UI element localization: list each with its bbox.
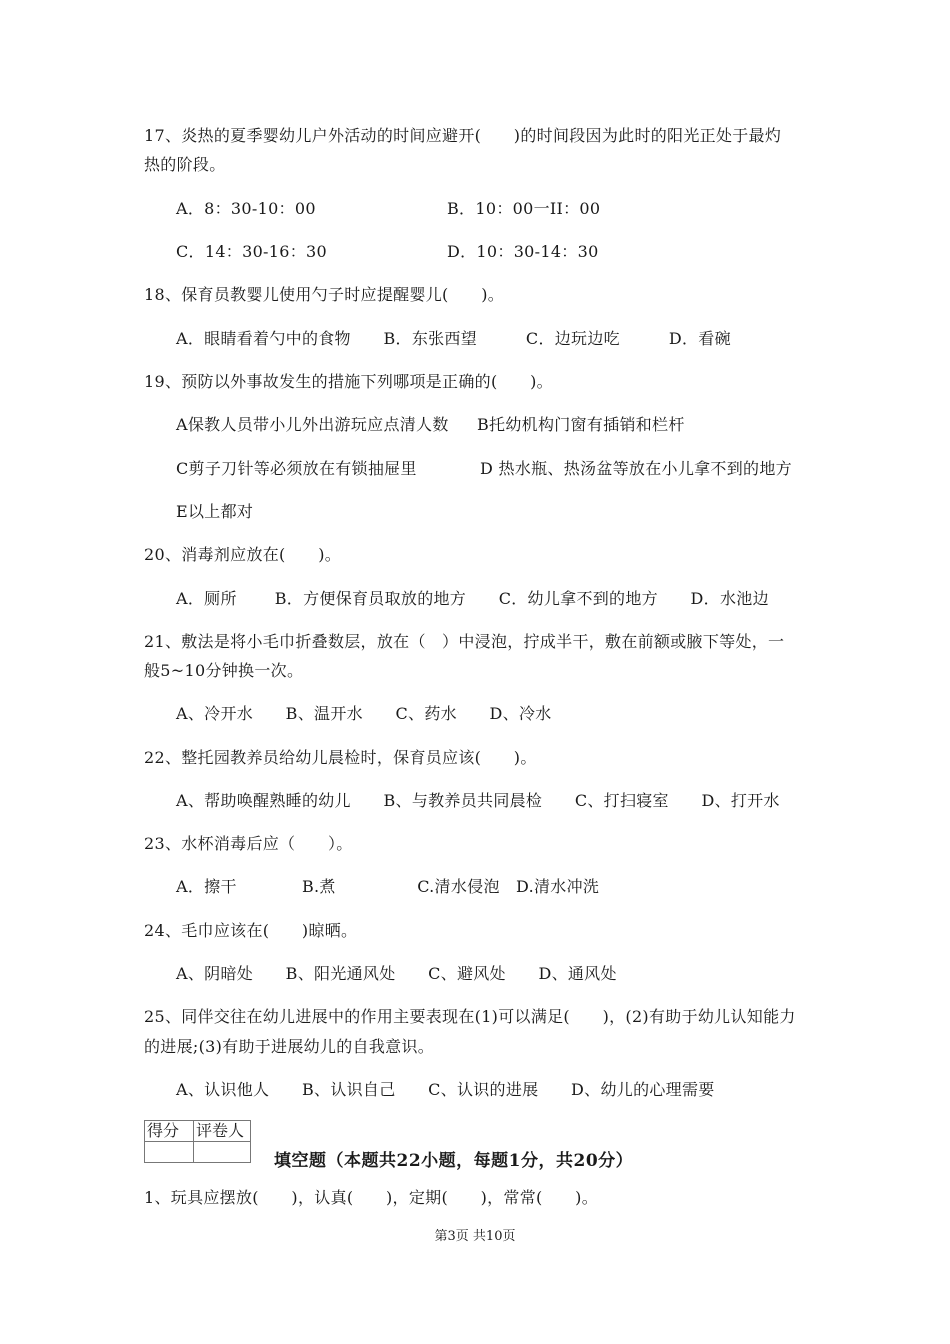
q25-stem-line2: 的进展;(3)有助于进展幼儿的自我意识。 (144, 1037, 435, 1056)
q17-stem-line1: 17、炎热的夏季婴幼儿户外活动的时间应避开( )的时间段因为此时的阳光正处于最灼 (144, 126, 782, 145)
score-header: 得分 (145, 1121, 194, 1142)
q23-options: A．擦干 B.煮 C.清水侵泡 D.清水冲洗 (176, 877, 600, 896)
q20-stem: 20、消毒剂应放在( )。 (144, 545, 342, 564)
q19-option-b: B托幼机构门窗有插销和栏杆 (477, 415, 685, 434)
section-title: 填空题（本题共22小题，每题1分，共20分） (274, 1151, 634, 1171)
q18-options: A．眼睛看着勺中的食物 B．东张西望 C．边玩边吃 D．看碗 (176, 329, 731, 348)
grader-cell (194, 1142, 251, 1163)
page-footer: 第3页 共10页 (434, 1229, 516, 1244)
q17-stem-line2: 热的阶段。 (144, 155, 226, 174)
q19-option-a: A保教人员带小儿外出游玩应点清人数 (176, 415, 449, 434)
q19-stem: 19、预防以外事故发生的措施下列哪项是正确的( )。 (144, 372, 553, 391)
q17-option-d: D．10：30-14：30 (447, 242, 599, 261)
q21-stem-line2: 般5~10分钟换一次。 (144, 661, 304, 680)
q24-options: A、阴暗处 B、阳光通风处 C、避风处 D、通风处 (176, 964, 617, 983)
fill-q1: 1、玩具应摆放( )，认真( )，定期( )，常常( )。 (144, 1188, 599, 1207)
q19-option-c: C剪子刀针等必须放在有锁抽屉里 (176, 459, 417, 478)
q22-stem: 22、整托园教养员给幼儿晨检时，保育员应该( )。 (144, 748, 537, 767)
q23-stem: 23、水杯消毒后应（ ）。 (144, 834, 353, 853)
grader-header: 评卷人 (194, 1121, 251, 1142)
q17-option-b: B．10：00一II：00 (447, 199, 601, 218)
q25-stem-line1: 25、同伴交往在幼儿进展中的作用主要表现在(1)可以满足( )，(2)有助于幼儿认知能力 (144, 1007, 796, 1026)
q19-option-d: D 热水瓶、热汤盆等放在小儿拿不到的地方 (480, 459, 792, 478)
q18-stem: 18、保育员教婴儿使用勺子时应提醒婴儿( )。 (144, 285, 505, 304)
q17-option-a: A．8：30-10：00 (176, 199, 316, 218)
score-table (144, 1120, 251, 1163)
q21-stem-line1: 21、敷法是将小毛巾折叠数层，放在（ ）中浸泡，拧成半干，敷在前额或腋下等处，一 (144, 632, 785, 651)
q20-options: A．厕所 B．方便保育员取放的地方 C．幼儿拿不到的地方 D．水池边 (176, 589, 769, 608)
q21-options: A、冷开水 B、温开水 C、药水 D、冷水 (176, 704, 552, 723)
q25-options: A、认识他人 B、认识自己 C、认识的进展 D、幼儿的心理需要 (176, 1080, 715, 1099)
q24-stem: 24、毛巾应该在( )晾晒。 (144, 921, 358, 940)
score-cell (145, 1142, 194, 1163)
q22-options: A、帮助唤醒熟睡的幼儿 B、与教养员共同晨检 C、打扫寝室 D、打开水 (176, 791, 780, 810)
q19-option-e: E以上都对 (176, 502, 254, 521)
q17-option-c: C．14：30-16：30 (176, 242, 327, 261)
